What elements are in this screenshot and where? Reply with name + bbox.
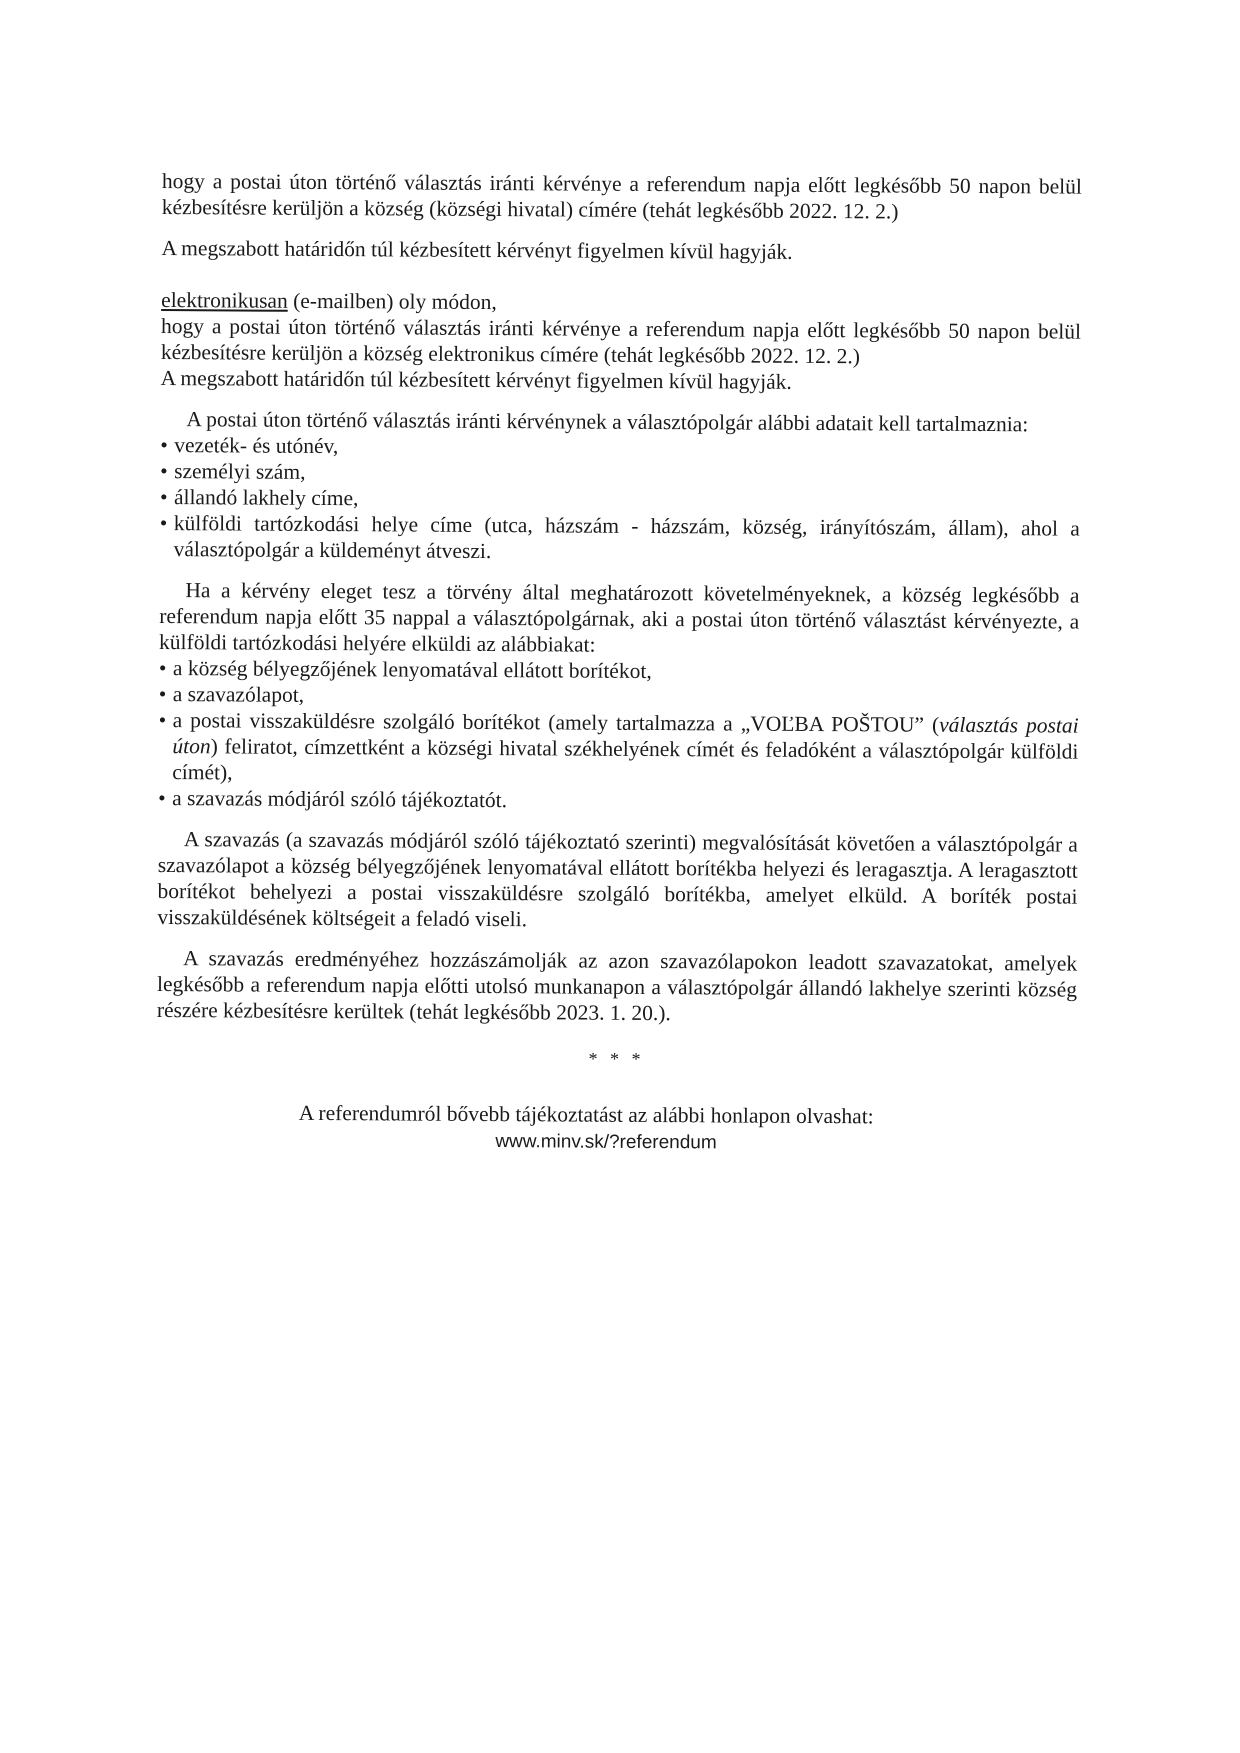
list-item: • külföldi tartózkodási helye címe (utca, házszám - házszám, község, irányítószám, állam), ahol a választópolgár a küldeményt átveszi.: [159, 510, 1080, 564]
bullet: •: [160, 458, 168, 484]
bullet: •: [159, 510, 168, 536]
bullet: •: [158, 707, 167, 733]
list-item: • állandó lakhely címe,: [159, 484, 359, 511]
paragraph-postal-deadline: hogy a postai úton történő választás iránti kérvénye a referendum napja előtt legkésőbb 50 napon belül kézbesítésre kerüljön a község (községi hivatal) címére (tehát legkésőbb 2022. 12. 2.): [161, 168, 1082, 224]
referendum-url: www.minv.sk/?referendum: [495, 1131, 717, 1154]
bullet: •: [159, 484, 168, 510]
electronic-heading-rest: (e-mailben) oly módon,: [287, 288, 497, 315]
list-item: • vezeték- és utónév,: [160, 432, 339, 459]
underlined-electronic: elektronikusan: [161, 287, 288, 313]
paragraph-late-ignored-2: A megszabott határidőn túl kézbesített kérvényt figyelmen kívül hagyják.: [160, 365, 792, 394]
list-item: • a szavazólapot,: [158, 681, 305, 707]
italic-translation: választás postai úton: [172, 712, 1079, 759]
bullet: •: [158, 785, 166, 811]
paragraph-late-ignored: A megszabott határidőn túl kézbesített kérvényt figyelmen kívül hagyják.: [161, 235, 793, 264]
required-data-list: [160, 432, 1081, 568]
document-page: [156, 168, 1082, 1159]
closing-text: A referendumról bővebb tájékoztatást az alábbi honlapon olvashat:: [298, 1100, 874, 1129]
paragraph-voting-procedure: A szavazás (a szavazás módjáról szóló tájékoztató szerinti) megvalósítását követően a választópolgár a szavazólapot a község bélyegzőjének lenyomatával ellátott borítékba helyezi és leragasztja. A leragasztott borítékot behelyezi a postai visszaküldésre szolgáló borítékba, amelyet elküld. A boríték postai visszaküldésének költségeit a feladó viseli.: [157, 827, 1078, 932]
bullet: •: [158, 681, 167, 707]
paragraph-electronic-deadline: hogy a postai úton történő választás iránti kérvénye a referendum napja előtt legkésőbb 50 napon belül kézbesítésre kerüljön a község elektronikus címére (tehát legkésőbb 2022. 12. 2.): [160, 313, 1082, 369]
mailing-list: [158, 655, 1079, 817]
list-item: • a község bélyegzőjének lenyomatával ellátott borítékot,: [158, 655, 652, 684]
paragraph-required-data: A postai úton történő választás iránti kérvénynek a választópolgár alábbi adatait kell tartalmaznia:: [186, 407, 1029, 437]
paragraph-vote-counting: A szavazás eredményéhez hozzászámolják az azon szavazólapokon leadott szavazatokat, amelyek legkésőbb a referendum napja előtti utolsó munkanapon a választópolgár állandó lakhelye szerinti község részére kézbesítésre kerültek (tehát legkésőbb 2023. 1. 20.).: [156, 946, 1078, 1026]
bullet: •: [160, 432, 168, 458]
list-item: • a postai visszaküldésre szolgáló borítékot (amely tartalmazza a „VOĽBA POŠTOU” (választás postai úton) feliratot, címzettként a községi hivatal székhelyének címét és feladóként a választópolgár külföldi címét),: [158, 707, 1079, 785]
list-item: • személyi szám,: [160, 458, 306, 484]
bullet: •: [158, 655, 167, 681]
section-separator: * * *: [588, 1048, 645, 1069]
paragraph-mailing: Ha a kérvény eleget tesz a törvény által meghatározott követelményeknek, a község legkésőbb a referendum napja előtt 35 nappal a választópolgárnak, aki a postai úton történő választást kérvényezte, a külföldi tartózkodási helyére elküldi az alábbiakat:: [159, 578, 1080, 657]
list-item: • a szavazás módjáról szóló tájékoztatót.: [158, 785, 508, 813]
